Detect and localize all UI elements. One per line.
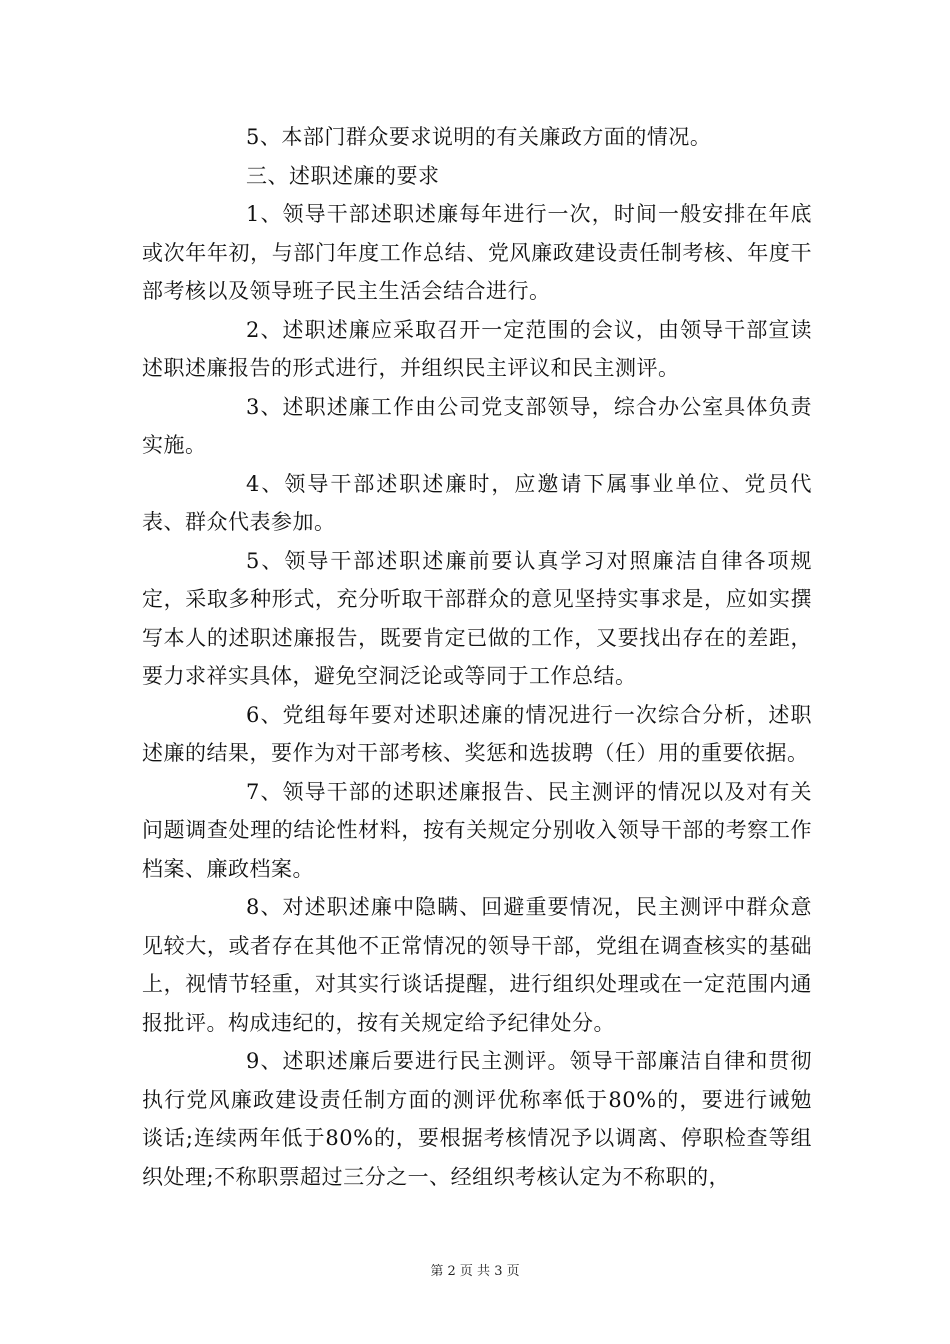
paragraph-req-5: 5、领导干部述职述廉前要认真学习对照廉洁自律各项规定，采取多种形式，充分听取干部群众的意见坚持实事求是，应如实撰写本人的述职述廉报告，既要肯定已做的工作，又要找出存在的差距，要力求祥实具体，避免空洞泛论或等同于工作总结。 bbox=[142, 548, 812, 688]
section-heading-requirements: 三、述职述廉的要求 bbox=[246, 163, 440, 188]
document-body bbox=[142, 118, 812, 1196]
paragraph-req-8: 8、对述职述廉中隐瞒、回避重要情况，民主测评中群众意见较大，或者存在其他不正常情况的领导干部，党组在调查核实的基础上，视情节轻重，对其实行谈话提醒，进行组织处理或在一定范围内通报批评。构成违纪的，按有关规定给予纪律处分。 bbox=[142, 895, 812, 1035]
paragraph-item-5-public-requests: 5、本部门群众要求说明的有关廉政方面的情况。 bbox=[246, 125, 712, 149]
paragraph-req-4: 4、领导干部述职述廉时，应邀请下属事业单位、党员代表、群众代表参加。 bbox=[142, 471, 812, 534]
paragraph-req-3: 3、述职述廉工作由公司党支部领导，综合办公室具体负责实施。 bbox=[142, 394, 812, 457]
paragraph-req-9: 9、述职述廉后要进行民主测评。领导干部廉洁自律和贯彻执行党风廉政建设责任制方面的测评优称率低于80%的，要进行诫勉谈话;连续两年低于80%的，要根据考核情况予以调离、停职检查等组织处理;不称职票超过三分之一、经组织考核认定为不称职的， bbox=[142, 1049, 812, 1189]
paragraph-req-6: 6、党组每年要对述职述廉的情况进行一次综合分析，述职述廉的结果，要作为对干部考核、奖惩和选拔聘（任）用的重要依据。 bbox=[142, 702, 812, 765]
paragraph-req-2: 2、述职述廉应采取召开一定范围的会议，由领导干部宣读述职述廉报告的形式进行，并组织民主评议和民主测评。 bbox=[142, 317, 812, 380]
paragraph-req-7: 7、领导干部的述职述廉报告、民主测评的情况以及对有关问题调查处理的结论性材料，按有关规定分别收入领导干部的考察工作档案、廉政档案。 bbox=[142, 779, 812, 881]
paragraph-req-1: 1、领导干部述职述廉每年进行一次，时间一般安排在年底或次年年初，与部门年度工作总结、党风廉政建设责任制考核、年度干部考核以及领导班子民主生活会结合进行。 bbox=[142, 202, 812, 303]
page-number-footer: 第 2 页 共 3 页 bbox=[430, 1264, 520, 1279]
